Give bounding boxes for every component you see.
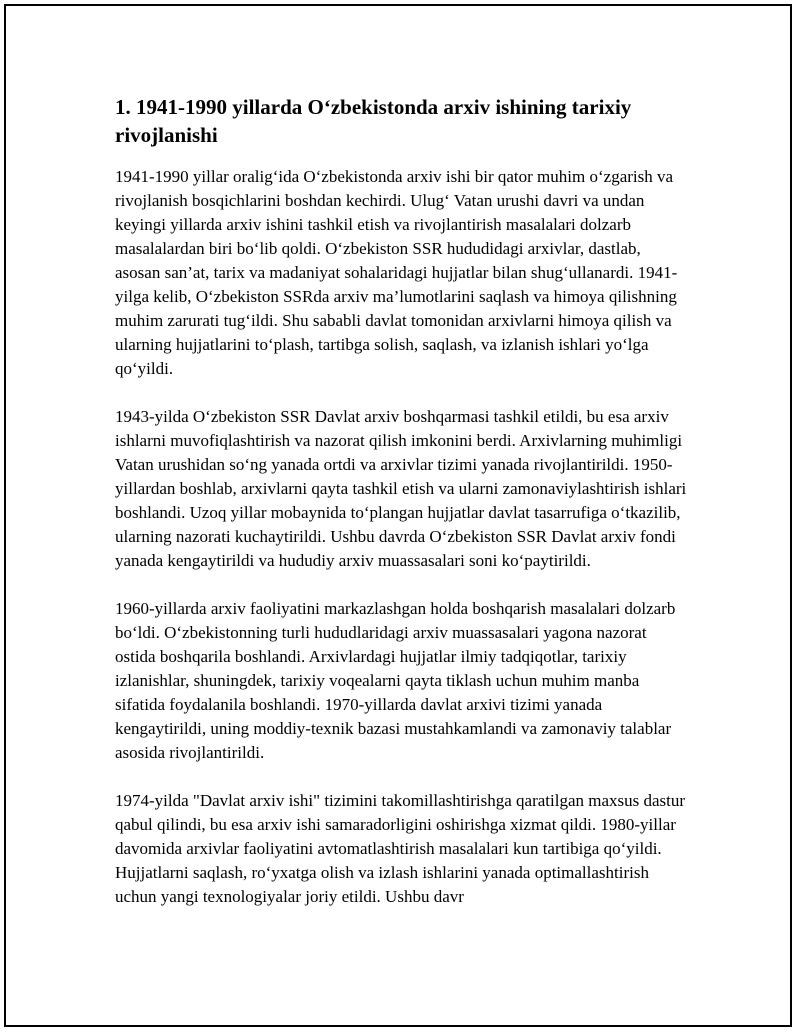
document-body xyxy=(115,93,690,933)
section-heading: 1. 1941-1990 yillarda O‘zbekistonda arxiv ishining tarixiy rivojlanishi xyxy=(115,95,632,147)
paragraph-4: 1974-yilda "Davlat arxiv ishi" tizimini takomillashtirishga qaratilgan maxsus dastur qabul qilindi, bu esa arxiv ishi samaradorligini oshirishga xizmat qildi. 1980-yillar davomida arxivlar faoliyatini avtomatlashtirish masalalari kun tartibiga qo‘yildi. Hujjatlarni saqlash, ro‘yxatga olish va izlash ishlarini yanada optimallashtirish uchun yangi texnologiyalar joriy etildi. Ushbu davr xyxy=(115,791,686,906)
paragraph-2: 1943-yilda O‘zbekiston SSR Davlat arxiv boshqarmasi tashkil etildi, bu esa arxiv ishlarni muvofiqlashtirish va nazorat qilish imkonini berdi. Arxivlarning muhimligi Vatan urushidan so‘ng yanada ortdi va arxivlar tizimi yanada rivojlantirildi. 1950-yillardan boshlab, arxivlarni qayta tashkil etish va ularni zamonaviylashtirish ishlari boshlandi. Uzoq yillar mobaynida to‘plangan hujjatlar davlat tasarrufiga o‘tkazilib, ularning nazorati kuchaytirildi. Ushbu davrda O‘zbekiston SSR Davlat arxiv fondi yanada kengaytirildi va hududiy arxiv muassasalari soni ko‘paytirildi. xyxy=(115,407,687,570)
paragraph-1: 1941-1990 yillar oralig‘ida O‘zbekistonda arxiv ishi bir qator muhim o‘zgarish va rivojlanish bosqichlarini boshdan kechirdi. Ulug‘ Vatan urushi davri va undan keyingi yillarda arxiv ishini tashkil etish va rivojlantirish masalalari dolzarb masalalardan biri bo‘lib qoldi. O‘zbekiston SSR hududidagi arxivlar, dastlab, asosan san’at, tarix va madaniyat sohalaridagi hujjatlar bilan shug‘ullanardi. 1941-yilga kelib, O‘zbekiston SSRda arxiv ma’lumotlarini saqlash va himoya qilishning muhim zarurati tug‘ildi. Shu sababli davlat tomonidan arxivlarni himoya qilish va ularning hujjatlarini to‘plash, tartibga solish, saqlash, va izlanish ishlari yo‘lga qo‘yildi. xyxy=(115,167,678,378)
paragraph-3: 1960-yillarda arxiv faoliyatini markazlashgan holda boshqarish masalalari dolzarb bo‘ldi. O‘zbekistonning turli hududlaridagi arxiv muassasalari yagona nazorat ostida boshqarila boshlandi. Arxivlardagi hujjatlar ilmiy tadqiqotlar, tarixiy izlanishlar, shuningdek, tarixiy voqealarni qayta tiklash uchun muhim manba sifatida foydalanila boshlandi. 1970-yillarda davlat arxivi tizimi yanada kengaytirildi, uning moddiy-texnik bazasi mustahkamlandi va zamonaviy talablar asosida rivojlantirildi. xyxy=(115,599,676,762)
